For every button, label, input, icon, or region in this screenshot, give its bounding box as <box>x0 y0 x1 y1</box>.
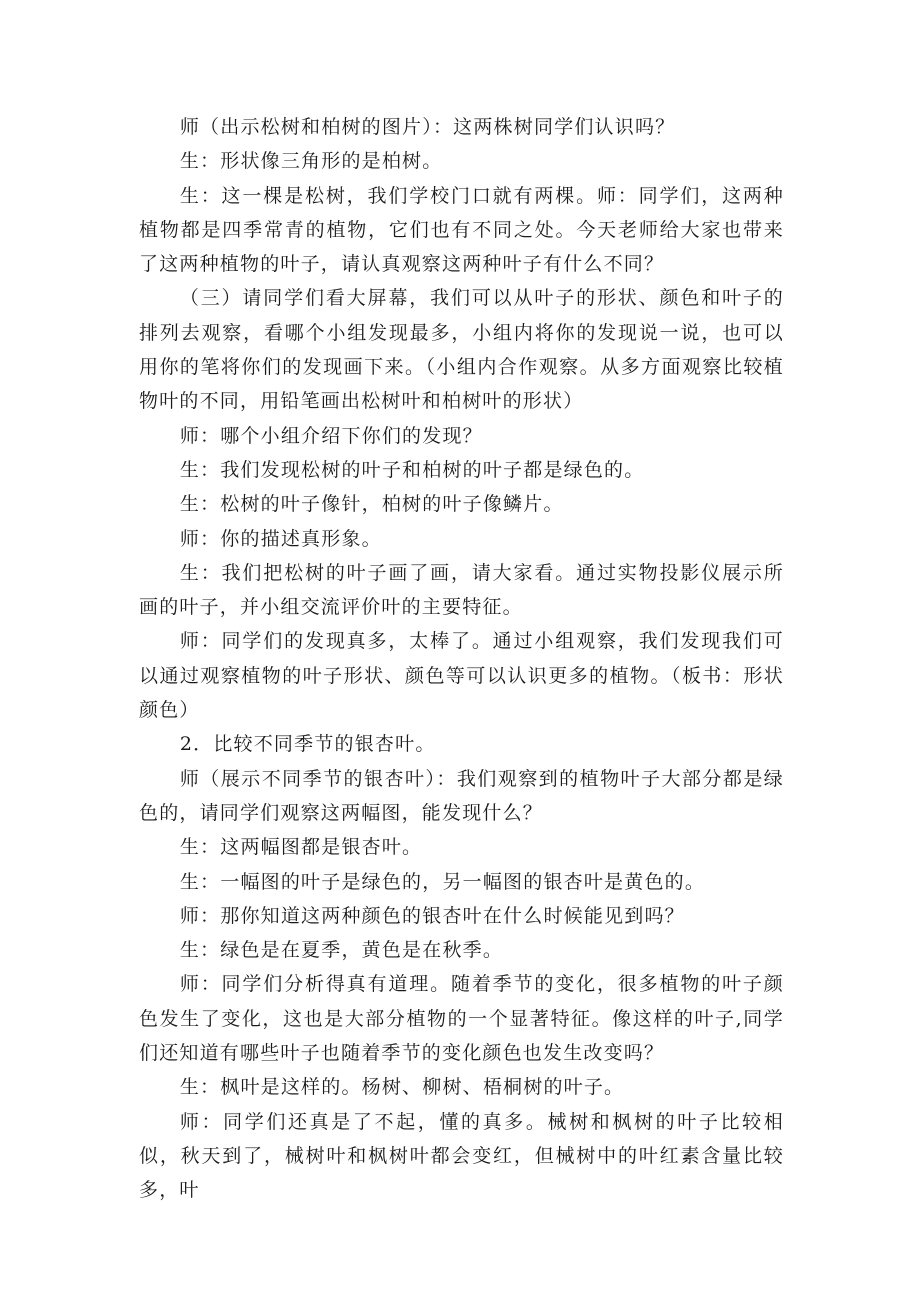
paragraph: （三）请同学们看大屏幕，我们可以从叶子的形状、颜色和叶子的排列去观察，看哪个小组发现最多，小组内将你的发现说一说，也可以用你的笔将你们的发现画下来。（小组内合作观察。从多方面观察比较植物叶的不同，用铅笔画出松树叶和柏树叶的形状） <box>139 287 784 413</box>
paragraph: 生：这两幅图都是银杏叶。 <box>179 836 423 859</box>
paragraph: 师：同学们的发现真多，太棒了。通过小组观察，我们发现我们可以通过观察植物的叶子形状、颜色等可以认识更多的植物。（板书：形状颜色） <box>139 630 784 722</box>
paragraph: 生：形状像三角形的是柏树。 <box>179 150 443 173</box>
paragraph: 生：我们把松树的叶子画了画，请大家看。通过实物投影仪展示所画的叶子，并小组交流评价叶的主要特征。 <box>139 561 784 619</box>
paragraph: 生：一幅图的叶子是绿色的，另一幅图的银杏叶是黄色的。 <box>179 870 706 893</box>
section-heading: 2．比较不同季节的银杏叶。 <box>179 733 436 756</box>
paragraph: 师：哪个小组介绍下你们的发现？ <box>179 424 483 447</box>
paragraph: 生：枫叶是这样的。杨树、柳树、梧桐树的叶子。 <box>179 1076 625 1099</box>
paragraph: 师（出示松树和柏树的图片）：这两株树同学们认识吗？ <box>179 116 676 138</box>
paragraph: 师（展示不同季节的银杏叶）：我们观察到的植物叶子大部分都是绿色的，请同学们观察这两幅图，能发现什么？ <box>139 767 784 824</box>
paragraph: 生：绿色是在夏季，黄色是在秋季。 <box>179 939 504 962</box>
document-body <box>139 110 784 1208</box>
paragraph: 生：松树的叶子像针，柏树的叶子像鳞片。 <box>179 493 564 516</box>
paragraph: 生：这一棵是松树，我们学校门口就有两棵。师：同学们，这两种植物都是四季常青的植物，它们也有不同之处。今天老师给大家也带来了这两种植物的叶子，请认真观察这两种叶子有什么不同？ <box>139 184 784 276</box>
paragraph: 师：那你知道这两种颜色的银杏叶在什么时候能见到吗？ <box>179 904 685 927</box>
paragraph: 师：同学们还真是了不起，懂的真多。械树和枫树的叶子比较相似，秋天到了，械树叶和枫树叶都会变红，但械树中的叶红素含量比较多，叶 <box>139 1110 784 1202</box>
paragraph: 师：同学们分析得真有道理。随着季节的变化，很多植物的叶子颜色发生了变化，这也是大部分植物的一个显著特征。像这样的叶子,同学们还知道有哪些叶子也随着季节的变化颜色也发生改变吗？ <box>139 973 784 1065</box>
paragraph: 生：我们发现松树的叶子和柏树的叶子都是绿色的。 <box>179 458 645 481</box>
paragraph: 师：你的描述真形象。 <box>179 527 382 550</box>
